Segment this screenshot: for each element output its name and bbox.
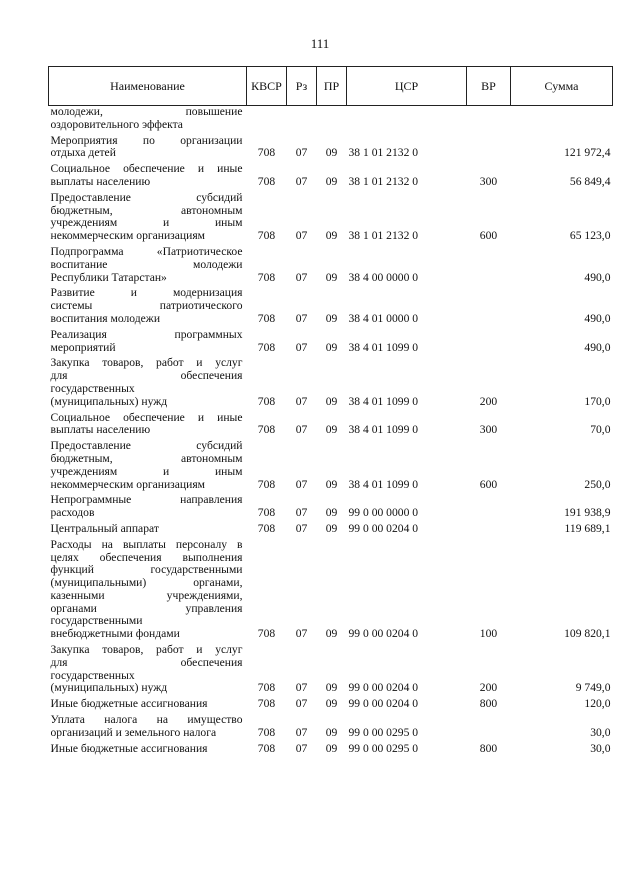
row-sum: 119 689,1 bbox=[564, 521, 611, 535]
row-pr: 09 bbox=[325, 394, 338, 408]
row-name-line: Социальное обеспечение и иные bbox=[50, 162, 243, 176]
row-csr: 99 0 00 0000 0 bbox=[348, 506, 419, 520]
row-vr bbox=[467, 523, 511, 539]
row-vr: 300 bbox=[479, 174, 498, 188]
table-row bbox=[49, 743, 613, 759]
row-name bbox=[49, 246, 247, 287]
row-name-line: Центральный аппарат bbox=[50, 521, 159, 535]
row-rz: 07 bbox=[295, 174, 308, 188]
table-row bbox=[49, 412, 613, 441]
row-name-line: Республики Татарстан» bbox=[50, 270, 167, 284]
table-row bbox=[49, 539, 613, 644]
row-sum: 70,0 bbox=[590, 423, 611, 437]
row-name-line: органами управления bbox=[50, 601, 243, 615]
row-name-line: Иные бюджетные ассигнования bbox=[50, 741, 208, 755]
row-pr: 09 bbox=[325, 521, 338, 535]
row-sum: 121 972,4 bbox=[564, 146, 611, 160]
row-name-line: оздоровительного эффекта bbox=[50, 117, 183, 131]
row-rz: 07 bbox=[295, 423, 308, 437]
row-kvsr: 708 bbox=[257, 521, 276, 535]
row-pr: 09 bbox=[325, 741, 338, 755]
row-name-line: некоммерческим организациям bbox=[50, 477, 205, 491]
row-csr: 38 1 01 2132 0 bbox=[348, 174, 419, 188]
row-pr: 09 bbox=[325, 697, 338, 711]
row-csr: 38 4 01 0000 0 bbox=[348, 311, 419, 325]
row-csr: 38 4 01 1099 0 bbox=[348, 394, 419, 408]
row-name bbox=[49, 135, 247, 164]
row-kvsr: 708 bbox=[257, 229, 276, 243]
row-name-line: для обеспечения bbox=[50, 655, 243, 669]
row-kvsr: 708 bbox=[257, 174, 276, 188]
row-name-line: воспитание молодежи bbox=[50, 257, 243, 271]
row-vr: 100 bbox=[479, 627, 498, 641]
row-name-line: Расходы на выплаты персоналу в bbox=[50, 537, 243, 551]
header-vr: ВР bbox=[467, 67, 511, 106]
row-pr: 09 bbox=[325, 146, 338, 160]
row-name bbox=[49, 412, 247, 441]
row-pr: 09 bbox=[325, 340, 338, 354]
row-pr: 09 bbox=[325, 725, 338, 739]
row-name bbox=[49, 714, 247, 743]
row-pr: 09 bbox=[325, 311, 338, 325]
row-vr: 600 bbox=[479, 229, 498, 243]
row-pr: 09 bbox=[325, 270, 338, 284]
row-name-line: (муниципальных) нужд bbox=[50, 681, 168, 695]
row-kvsr: 708 bbox=[257, 146, 276, 160]
row-name-line: Уплата налога на имущество bbox=[50, 713, 243, 727]
row-csr: 99 0 00 0295 0 bbox=[348, 741, 419, 755]
row-csr: 38 1 01 2132 0 bbox=[348, 229, 419, 243]
row-vr: 800 bbox=[479, 697, 498, 711]
table-row bbox=[49, 246, 613, 287]
row-vr: 600 bbox=[479, 477, 498, 491]
row-kvsr: 708 bbox=[257, 311, 276, 325]
row-pr: 09 bbox=[325, 681, 338, 695]
row-kvsr: 708 bbox=[257, 741, 276, 755]
row-vr bbox=[467, 714, 511, 743]
row-name bbox=[49, 329, 247, 358]
row-kvsr: 708 bbox=[257, 506, 276, 520]
row-vr: 800 bbox=[479, 741, 498, 755]
row-pr: 09 bbox=[325, 423, 338, 437]
row-pr: 09 bbox=[325, 174, 338, 188]
header-csr: ЦСР bbox=[347, 67, 467, 106]
row-vr: 200 bbox=[479, 681, 498, 695]
row-csr: 99 0 00 0204 0 bbox=[348, 521, 419, 535]
row-name-line: Подпрограмма «Патриотическое bbox=[50, 244, 243, 258]
row-name-line: Закупка товаров, работ и услуг bbox=[50, 356, 243, 370]
table-row bbox=[49, 523, 613, 539]
row-sum: 65 123,0 bbox=[569, 229, 611, 243]
row-name-line: Развитие и модернизация bbox=[50, 286, 243, 300]
page-number: 111 bbox=[310, 36, 330, 51]
table-row bbox=[49, 714, 613, 743]
budget-table bbox=[48, 66, 613, 758]
table-row bbox=[49, 329, 613, 358]
row-name bbox=[49, 539, 247, 644]
row-rz: 07 bbox=[295, 394, 308, 408]
row-rz: 07 bbox=[295, 146, 308, 160]
row-name-line: Предоставление субсидий bbox=[50, 190, 243, 204]
row-kvsr: 708 bbox=[257, 725, 276, 739]
row-csr bbox=[347, 106, 467, 135]
table-row bbox=[49, 698, 613, 714]
row-rz: 07 bbox=[295, 311, 308, 325]
row-name bbox=[49, 287, 247, 328]
header-kvsr: КВСР bbox=[247, 67, 287, 106]
row-csr: 99 0 00 0204 0 bbox=[348, 681, 419, 695]
table-row bbox=[49, 494, 613, 523]
row-name-line: для обеспечения bbox=[50, 369, 243, 383]
row-vr bbox=[467, 135, 511, 164]
row-sum: 30,0 bbox=[590, 741, 611, 755]
row-name bbox=[49, 494, 247, 523]
table-row bbox=[49, 440, 613, 494]
row-name-line: воспитания молодежи bbox=[50, 311, 161, 325]
row-sum: 490,0 bbox=[584, 270, 611, 284]
row-name-line: целях обеспечения выполнения bbox=[50, 550, 243, 564]
row-kvsr: 708 bbox=[257, 477, 276, 491]
row-csr: 38 4 00 0000 0 bbox=[348, 270, 419, 284]
row-rz: 07 bbox=[295, 506, 308, 520]
row-kvsr bbox=[247, 106, 287, 135]
row-name-line: Предоставление субсидий bbox=[50, 439, 243, 453]
row-name-line: государственными bbox=[50, 614, 143, 628]
table-row bbox=[49, 135, 613, 164]
row-name-line: молодежи, повышение bbox=[50, 105, 243, 118]
table-row bbox=[49, 192, 613, 246]
row-rz bbox=[287, 106, 317, 135]
row-name-line: (муниципальных) нужд bbox=[50, 394, 168, 408]
row-csr: 38 4 01 1099 0 bbox=[348, 423, 419, 437]
header-pr: ПР bbox=[317, 67, 347, 106]
row-pr: 09 bbox=[325, 477, 338, 491]
row-kvsr: 708 bbox=[257, 627, 276, 641]
row-kvsr: 708 bbox=[257, 681, 276, 695]
row-rz: 07 bbox=[295, 681, 308, 695]
row-name-line: выплаты населению bbox=[50, 174, 151, 188]
row-rz: 07 bbox=[295, 697, 308, 711]
row-name bbox=[49, 192, 247, 246]
row-sum: 30,0 bbox=[590, 725, 611, 739]
row-name-line: Реализация программных bbox=[50, 327, 243, 341]
row-sum: 170,0 bbox=[584, 394, 611, 408]
row-csr: 99 0 00 0204 0 bbox=[348, 697, 419, 711]
row-name-line: выплаты населению bbox=[50, 423, 151, 437]
row-name-line: государственных bbox=[50, 668, 135, 682]
row-sum: 120,0 bbox=[584, 697, 611, 711]
row-rz: 07 bbox=[295, 340, 308, 354]
row-vr: 200 bbox=[479, 394, 498, 408]
row-vr: 300 bbox=[479, 423, 498, 437]
row-name-line: казенными учреждениями, bbox=[50, 588, 243, 602]
row-name-line: внебюджетными фондами bbox=[50, 627, 180, 641]
header-name: Наименование bbox=[49, 67, 247, 106]
row-name bbox=[49, 163, 247, 192]
row-sum: 191 938,9 bbox=[564, 506, 611, 520]
row-csr: 38 4 01 1099 0 bbox=[348, 477, 419, 491]
row-name bbox=[49, 743, 247, 759]
row-rz: 07 bbox=[295, 270, 308, 284]
row-sum: 9 749,0 bbox=[575, 681, 611, 695]
row-rz: 07 bbox=[295, 741, 308, 755]
row-sum: 109 820,1 bbox=[564, 627, 611, 641]
row-name bbox=[49, 106, 247, 135]
row-name bbox=[49, 644, 247, 698]
row-name-line: Мероприятия по организации bbox=[50, 133, 243, 147]
row-name-line: организаций и земельного налога bbox=[50, 725, 217, 739]
row-csr: 99 0 00 0295 0 bbox=[348, 725, 419, 739]
row-csr: 38 4 01 1099 0 bbox=[348, 340, 419, 354]
row-vr bbox=[467, 494, 511, 523]
table-row bbox=[49, 287, 613, 328]
row-rz: 07 bbox=[295, 477, 308, 491]
row-vr bbox=[467, 106, 511, 135]
table-row bbox=[49, 357, 613, 411]
row-vr bbox=[467, 287, 511, 328]
row-kvsr: 708 bbox=[257, 340, 276, 354]
row-kvsr: 708 bbox=[257, 423, 276, 437]
row-name-line: государственных bbox=[50, 381, 135, 395]
row-name-line: системы патриотического bbox=[50, 299, 243, 313]
row-name-line: отдыха детей bbox=[50, 146, 116, 160]
row-sum: 250,0 bbox=[584, 477, 611, 491]
row-name-line: Иные бюджетные ассигнования bbox=[50, 697, 208, 711]
row-name-line: мероприятий bbox=[50, 340, 116, 354]
row-csr: 38 1 01 2132 0 bbox=[348, 146, 419, 160]
table-row bbox=[49, 106, 613, 135]
row-name-line: Непрограммные направления bbox=[50, 493, 243, 507]
table-body bbox=[49, 106, 613, 759]
row-rz: 07 bbox=[295, 627, 308, 641]
row-vr bbox=[467, 246, 511, 287]
row-vr bbox=[467, 329, 511, 358]
table-row bbox=[49, 644, 613, 698]
row-name-line: бюджетным, автономным bbox=[50, 203, 243, 217]
row-name bbox=[49, 357, 247, 411]
header-sum: Сумма bbox=[511, 67, 613, 106]
row-kvsr: 708 bbox=[257, 394, 276, 408]
row-csr: 99 0 00 0204 0 bbox=[348, 627, 419, 641]
row-name bbox=[49, 440, 247, 494]
row-name bbox=[49, 698, 247, 714]
row-rz: 07 bbox=[295, 725, 308, 739]
row-pr: 09 bbox=[325, 627, 338, 641]
row-name-line: учреждениям и иным bbox=[50, 216, 243, 230]
row-rz: 07 bbox=[295, 521, 308, 535]
row-kvsr: 708 bbox=[257, 270, 276, 284]
row-sum: 490,0 bbox=[584, 340, 611, 354]
row-name-line: (муниципальными) органами, bbox=[50, 576, 243, 590]
row-pr bbox=[317, 106, 347, 135]
row-name-line: расходов bbox=[50, 506, 95, 520]
table-header bbox=[49, 67, 613, 106]
row-sum: 490,0 bbox=[584, 311, 611, 325]
header-rz: Рз bbox=[287, 67, 317, 106]
row-pr: 09 bbox=[325, 229, 338, 243]
row-name-line: Закупка товаров, работ и услуг bbox=[50, 643, 243, 657]
row-pr: 09 bbox=[325, 506, 338, 520]
row-name-line: некоммерческим организациям bbox=[50, 229, 205, 243]
row-name-line: функций государственными bbox=[50, 563, 243, 577]
row-name-line: учреждениям и иным bbox=[50, 464, 243, 478]
row-name-line: бюджетным, автономным bbox=[50, 451, 243, 465]
row-rz: 07 bbox=[295, 229, 308, 243]
row-kvsr: 708 bbox=[257, 697, 276, 711]
row-sum: 56 849,4 bbox=[569, 174, 611, 188]
row-sum bbox=[511, 106, 613, 135]
table-row bbox=[49, 163, 613, 192]
row-name-line: Социальное обеспечение и иные bbox=[50, 410, 243, 424]
row-name bbox=[49, 523, 247, 539]
